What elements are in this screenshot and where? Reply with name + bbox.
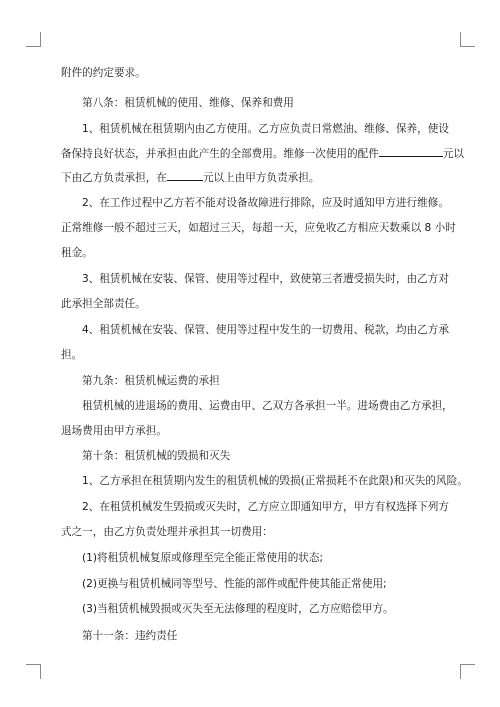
paragraph-text: 下由乙方负责承担，在 <box>61 172 167 184</box>
fill-in-blank <box>167 170 203 181</box>
article-10-heading: 第十条：租赁机械的毁损和灭失 <box>82 450 231 462</box>
crop-mark-bottom-right <box>460 664 475 679</box>
crop-mark-bottom-left <box>26 664 41 679</box>
paragraph-line-with-blank <box>61 146 464 160</box>
paragraph-line: 2、在租赁机械发生毁损或灭失时，乙方应立即通知甲方，甲方有权选择下列方 <box>82 501 449 513</box>
paragraph-text: 元以 <box>442 148 464 160</box>
paragraph-line: 1、租赁机械在租赁期内由乙方使用。乙方应负责日常燃油、维修、保养，使设 <box>82 123 449 135</box>
paragraph-line: 此承担全部责任。 <box>61 298 146 310</box>
paragraph-line: 退场费用由甲方承担。 <box>61 425 167 437</box>
paragraph-line-with-blank <box>61 170 319 184</box>
paragraph-line: 租赁机械的进退场的费用、运费由甲、乙双方各承担一半。进场费由乙方承担， <box>82 400 453 412</box>
list-item: (3)当租赁机械毁损或灭失至无法修理的程度时，乙方应赔偿甲方。 <box>82 603 394 615</box>
list-item: (2)更换与租赁机械同等型号、性能的部件或配件使其能正常使用; <box>82 578 387 590</box>
list-item: (1)将租赁机械复原或修理至完全能正常使用的状态; <box>82 552 324 564</box>
fill-in-blank <box>379 146 443 157</box>
paragraph-line: 4、租赁机械在安装、保管、使用等过程中发生的一切费用、税款，均由乙方承 <box>82 324 449 336</box>
article-11-heading: 第十一条：违约责任 <box>82 630 178 642</box>
paragraph-line: 3、租赁机械在安装、保管、使用等过程中，致使第三者遭受损失时，由乙方对 <box>82 273 449 285</box>
paragraph-line: 2、在工作过程中乙方若不能对设备故障进行排除，应及时通知甲方进行维修。 <box>82 197 449 209</box>
paragraph-line: 正常维修一般不超过三天，如超过三天，每超一天，应免收乙方相应天数乘以 8 小时 <box>61 222 456 234</box>
paragraph-text: 元以上由甲方负责承担。 <box>202 172 320 184</box>
paragraph-line: 担。 <box>61 349 83 361</box>
article-8-heading: 第八条：租赁机械的使用、维修、保养和费用 <box>82 97 294 109</box>
paragraph-line: 式之一，由乙方负责处理并承担其一切费用： <box>61 526 273 538</box>
crop-mark-top-right <box>460 32 475 47</box>
paragraph-line: 附件的约定要求。 <box>61 67 146 79</box>
article-9-heading: 第九条：租赁机械运费的承担 <box>82 375 220 387</box>
crop-mark-top-left <box>26 32 41 47</box>
paragraph-line: 租金。 <box>61 247 93 259</box>
paragraph-text: 备保持良好状态，并承担由此产生的全部费用。维修一次使用的配件 <box>61 148 379 160</box>
paragraph-line: 1、乙方承担在租赁期内发生的租赁机械的毁损(正常损耗不在此限)和灭失的风险。 <box>82 475 468 487</box>
